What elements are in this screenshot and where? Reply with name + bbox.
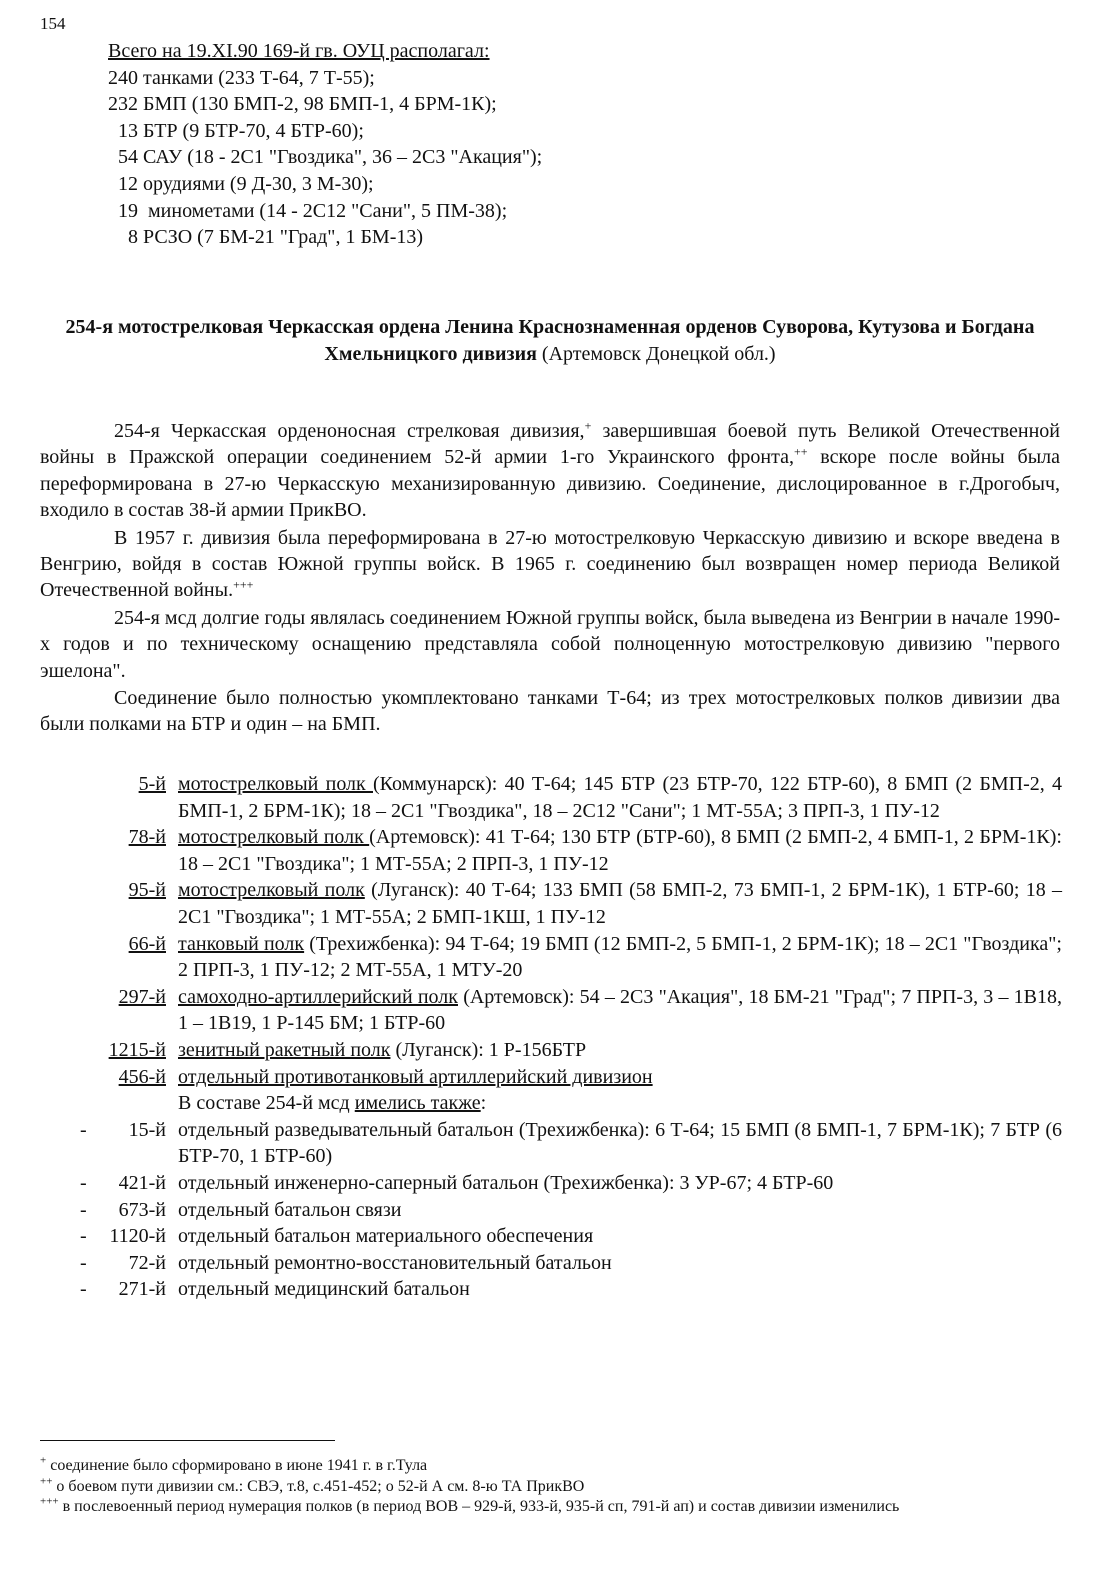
unit-details: (Артемовск): 54 – 2С3 "Акация", 18 БМ-21 "Град"; 7 ПРП-3, 3 – 1В18, 1 – 1В19, 1 Р-145 БМ; 1 БТР-60: [178, 985, 1063, 1035]
unit-number: 297-й: [118, 985, 166, 1008]
footnote-mark: ++: [40, 1475, 53, 1488]
footnote-mark: +++: [233, 577, 254, 592]
unit-number: 673-й: [118, 1198, 166, 1221]
unit-number: 456-й: [118, 1065, 166, 1088]
unit-entry: [40, 877, 1062, 930]
unit-entry: [40, 771, 1062, 824]
unit-number: 5-й: [138, 773, 166, 795]
unit-details: отдельный разведывательный батальон (Трехижбенка): 6 Т-64; 15 БМП (8 БМП-1, 7 БРМ-1К); 7 БТР (6 БТР-70, 1 БТР-60): [178, 1118, 1062, 1168]
list-dash: -: [80, 1118, 87, 1141]
unit-number: 421-й: [118, 1171, 166, 1194]
unit-name: мотострелковый полк: [178, 773, 373, 795]
paragraph: [40, 525, 1060, 604]
footnote-text: о боевом пути дивизии см.: СВЭ, т.8, с.451-452; о 52-й А см. 8-ю ТА ПрикВО: [52, 1477, 585, 1495]
paragraph: Соединение было полностью укомплектовано танками Т-64; из трех мотострелковых полков дивизии два были полками на БТР и один – на БМП.: [40, 687, 1060, 736]
unit-details: (Трехижбенка): 94 Т-64; 19 БМП (12 БМП-2, 5 БМП-1, 2 БРМ-1К); 18 – 2С1 "Гвоздика"; 2 ПРП-3, 1 ПУ-12; 2 МТ-55А, 1 МТУ-20: [178, 932, 1062, 982]
also-text: В составе 254-й мсд: [178, 1092, 355, 1115]
paragraph: [40, 418, 1060, 524]
unit-name: отдельный противотанковый артиллерийский дивизион: [178, 1065, 653, 1088]
other-unit-entry: [40, 1170, 1062, 1197]
paragraph-text: В 1957 г. дивизия была переформирована в 27-ю мотострелковую Черкасскую дивизию и вскоре введена в Венгрию, войдя в состав Южной группы войск. В 1965 г. соединению был возвращен номер периода Великой Отечественной войны.: [40, 526, 1060, 602]
unit-number: 1215-й: [108, 1038, 166, 1061]
summary-line: 19 минометами (14 - 2С12 "Сани", 5 ПМ-38);: [108, 199, 508, 222]
summary-title: Всего на 19.XI.90 169-й гв. ОУЦ располагал:: [108, 40, 490, 62]
unit-entry: [40, 1037, 1062, 1064]
footnote-mark: ++: [793, 444, 808, 459]
footnote-text: в послевоенный период нумерация полков (в период ВОВ – 929-й, 933-й, 935-й сп, 791-й ап) и состав дивизии изменились: [58, 1498, 900, 1515]
division-heading-bold: 254-я мотострелковая Черкасская ордена Ленина Краснознаменная орденов Суворова, Кутузова и Богдана Хмельницкого дивизия: [65, 316, 1035, 365]
also-colon: :: [480, 1092, 487, 1115]
unit-entry: [40, 824, 1062, 877]
summary-line: 12 орудиями (9 Д-30, 3 М-30);: [108, 172, 374, 195]
unit-entry: [40, 1064, 1062, 1091]
unit-name: самоходно-артиллерийский полк: [178, 985, 458, 1008]
list-dash: -: [80, 1278, 87, 1301]
unit-number: 95-й: [128, 879, 166, 902]
paragraph: 254-я мсд долгие годы являлась соединением Южной группы войск, была выведена из Венгрии в начале 1990-х годов и по техническому оснащению представляла собой полноценную мотострелковую дивизию "первого эшелона".: [40, 606, 1060, 682]
unit-number: 271-й: [118, 1278, 166, 1301]
unit-details: отдельный батальон материального обеспечения: [178, 1225, 594, 1248]
footnote-mark: +: [40, 1454, 47, 1467]
unit-number: 66-й: [128, 932, 166, 955]
footnote-mark: +++: [40, 1495, 59, 1508]
list-dash: -: [80, 1251, 87, 1274]
other-unit-entry: [40, 1276, 1062, 1303]
unit-details: отдельный батальон связи: [178, 1198, 402, 1221]
page-number: 154: [40, 14, 66, 33]
other-unit-entry: [40, 1117, 1062, 1170]
unit-name: танковый полк: [178, 932, 305, 955]
also-included-line: [40, 1090, 1062, 1117]
paragraph-text: завершившая боевой путь Великой Отечественной войны в Пражской операции соединением 52-й армии 1-го Украинского фронта,: [40, 420, 1060, 469]
unit-number: 1120-й: [109, 1225, 166, 1248]
footnote-divider: [40, 1440, 335, 1441]
paragraph-text: вскоре после войны была переформирована в 27-ю Черкасскую механизированную дивизию. Соединение, дислоцированное в г.Дрогобыч, входило в состав 38-й армии ПрикВО.: [40, 446, 1060, 522]
footnote: [40, 1456, 1062, 1477]
unit-entry: [40, 984, 1062, 1037]
footnote-mark: +: [584, 418, 592, 433]
footnotes: [40, 1456, 1062, 1518]
unit-details: отдельный медицинский батальон: [178, 1278, 470, 1301]
summary-line: 54 САУ (18 - 2С1 "Гвоздика", 36 – 2С3 "Акация");: [108, 146, 543, 169]
unit-name: зенитный ракетный полк: [178, 1038, 391, 1061]
summary-line: 232 БМП (130 БМП-2, 98 БМП-1, 4 БРМ-1К);: [108, 93, 497, 116]
unit-number: 78-й: [128, 826, 166, 849]
summary-line: 8 РСЗО (7 БМ-21 "Град", 1 БМ-13): [108, 226, 424, 249]
list-dash: -: [80, 1198, 87, 1221]
other-unit-entry: [40, 1197, 1062, 1224]
unit-details: (Луганск): 40 Т-64; 133 БМП (58 БМП-2, 73 БМП-1, 2 БРМ-1К), 1 БТР-60; 18 – 2С1 "Гвоздика"; 1 МТ-55А; 2 БМП-1КШ, 1 ПУ-12: [178, 879, 1062, 928]
unit-details: отдельный инженерно-саперный батальон (Трехижбенка): 3 УР-67; 4 БТР-60: [178, 1171, 834, 1194]
division-heading-location: (Артемовск Донецкой обл.): [541, 343, 776, 365]
unit-name: мотострелковый полк: [178, 826, 370, 849]
footnote-text: соединение было сформировано в июне 1941 г. в г.Тула: [46, 1457, 428, 1474]
list-dash: -: [80, 1171, 87, 1194]
list-dash: -: [80, 1225, 87, 1248]
summary-line: 240 танками (233 Т-64, 7 Т-55);: [108, 66, 375, 89]
summary-line: 13 БТР (9 БТР-70, 4 БТР-60);: [108, 119, 364, 142]
other-unit-entry: [40, 1250, 1062, 1277]
also-underlined: имелись также: [354, 1092, 481, 1115]
other-unit-entry: [40, 1223, 1062, 1250]
unit-details: отдельный ремонтно-восстановительный батальон: [178, 1251, 612, 1274]
unit-list: [40, 771, 1062, 1303]
unit-number: 72-й: [128, 1251, 166, 1274]
unit-name: мотострелковый полк: [178, 879, 365, 902]
unit-number: 15-й: [128, 1118, 166, 1141]
footnote: [40, 1477, 1062, 1498]
unit-details: (Коммунарск): 40 Т-64; 145 БТР (23 БТР-70, 122 БТР-60), 8 БМП (2 БМП-2, 4 БМП-1, 2 БРМ-1К); 18 – 2С1 "Гвоздика", 18 – 2С12 "Сани"; 1 МТ-55А; 3 ПРП-3, 1 ПУ-12: [178, 773, 1062, 822]
unit-details: (Артемовск): 41 Т-64; 130 БТР (БТР-60), 8 БМП (2 БМП-2, 4 БМП-1, 2 БРМ-1К): 18 – 2С1 "Гвоздика"; 1 МТ-55А; 2 ПРП-3, 1 ПУ-12: [178, 826, 1062, 875]
unit-entry: [40, 931, 1062, 984]
footnote: [40, 1497, 1062, 1518]
division-heading: [40, 314, 1060, 368]
unit-details: (Луганск): 1 Р-156БТР: [390, 1038, 587, 1061]
paragraph-text: 254-я Черкасская орденоносная стрелковая дивизия,: [114, 420, 585, 442]
equipment-summary: [108, 38, 542, 251]
body-text: [40, 418, 1060, 739]
